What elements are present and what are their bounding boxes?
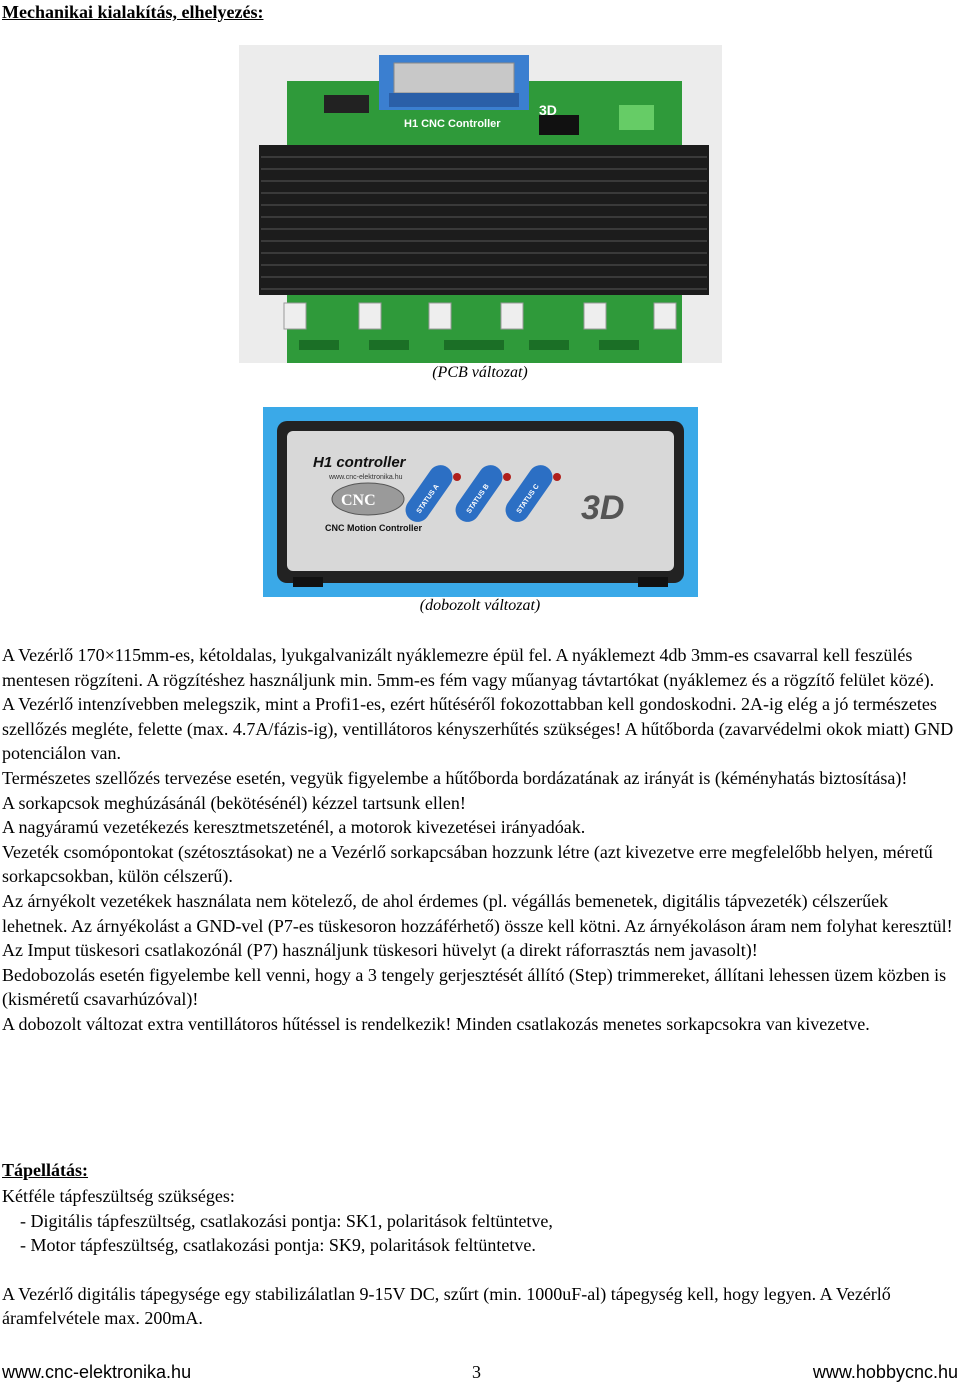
paragraph: A sorkapcsok meghúzásánál (bekötésénél) kézzel tartsunk ellen! xyxy=(2,792,466,813)
supply-note: A Vezérlő digitális tápegysége egy stabilizálatlan 9-15V DC, szűrt (min. 1000uF-al) tápegység kell, hogy legyen. A Vezérlő áramfelvétele max. 200mA. xyxy=(2,1283,891,1329)
pcb-photo xyxy=(239,45,722,363)
footer-left-url: www.cnc-elektronika.hu xyxy=(2,1362,192,1382)
section-heading: Mechanikai kialakítás, elhelyezés: xyxy=(2,2,264,22)
power-supply-section xyxy=(2,1184,954,1331)
supply-list-item: - Motor tápfeszültség, csatlakozási pontja: SK9, polaritások feltüntetve. xyxy=(20,1235,536,1256)
paragraph: A dobozolt változat extra ventillátoros hűtéssel is rendelkezik! Minden csatlakozás menetes sorkapcsokra van kivezetve. xyxy=(2,1013,870,1034)
paragraph: A Vezérlő intenzívebben melegszik, mint a Profi1-es, ezért hűtéséről fokozottabban kell gondoskodni. 2A-ig elég a jó természetes szellőzés megléte, felette (max. 4.7A/fázis-ig), ventillátoros kényszerhűtés szükséges! A hűtőborda (zavarvédelmi okok miatt) GND potenciálon van. xyxy=(2,694,954,764)
pcb-caption: (PCB változat) xyxy=(432,364,528,381)
supply-intro: Kétféle tápfeszültség szükséges: xyxy=(2,1186,235,1206)
footer-right-url: www.hobbycnc.hu xyxy=(812,1362,958,1382)
box-title: H1 controller xyxy=(313,454,406,471)
status-c-label: STATUS C xyxy=(515,483,541,515)
paragraph: Természetes szellőzés tervezése esetén, vegyük figyelembe a hűtőborda bordázatának az irányát is (kéményhatás biztosítása)! xyxy=(2,767,908,788)
cnc-logo: CNC xyxy=(341,492,376,509)
paragraph: Az Imput tüskesori csatlakozónál (P7) használjunk tüskesori hüvelyt (a direkt ráforrasztás nem javasolt)! xyxy=(2,940,758,961)
status-a-led xyxy=(453,473,461,481)
status-b-label: STATUS B xyxy=(465,483,491,515)
body-text xyxy=(2,643,954,1037)
paragraph: Az árnyékolt vezetékek használata nem kötelező, de ahol érdemes (pl. végállás bemenetek, digitális tápvezeték) célszerűek lehetnek. Az árnyékolást a GND-vel (P7-es tüskesoron hozzáférhető) össze kell kötni. Az árnyékoláson áram nem folyhat keresztül! xyxy=(2,890,953,936)
box-3d-logo: 3D xyxy=(581,489,625,527)
status-c-led xyxy=(553,473,561,481)
paragraph: A nagyáramú vezetékezés keresztmetszeténél, a motorok kivezetései irányadóak. xyxy=(2,817,586,838)
page-number: 3 xyxy=(472,1362,481,1382)
paragraph: Vezeték csomópontokat (szétosztásokat) ne a Vezérlő sorkapcsában hozzunk létre (azt kivezetve erre megfelelőbb helyen, méretű sorkapcsokban, külön célszerű). xyxy=(2,841,933,887)
pcb-board-label: H1 CNC Controller xyxy=(404,118,501,130)
box-url: www.cnc-elektronika.hu xyxy=(329,474,403,481)
supply-list-item: - Digitális tápfeszültség, csatlakozási pontja: SK1, polaritások feltüntetve, xyxy=(20,1210,553,1231)
box-product: CNC Motion Controller xyxy=(325,523,422,533)
paragraph: A Vezérlő 170×115mm-es, kétoldalas, lyukgalvanizált nyáklemezre épül fel. A nyáklemezt 4db 3mm-es csavarral kell feszülés mentesen rögzíteni. A rögzítéshez használjunk min. 5mm-es fém vagy műanyag távtartókat (nyáklemez és a rögzítő felület közé). xyxy=(2,645,935,690)
paragraph: Bedobozolás esetén figyelembe kell venni, hogy a 3 tengely gerjesztését állító (Step) trimmereket, állítani lehessen üzem közben is (kisméretű csavarhúzóval)! xyxy=(2,964,947,1010)
box-caption: (dobozolt változat) xyxy=(419,597,541,614)
pcb-3d-logo: 3D xyxy=(539,102,557,118)
status-a-label: STATUS A xyxy=(415,483,441,515)
status-b-led xyxy=(503,473,511,481)
power-supply-heading: Tápellátás: xyxy=(2,1160,89,1180)
boxed-controller-photo xyxy=(263,407,698,597)
